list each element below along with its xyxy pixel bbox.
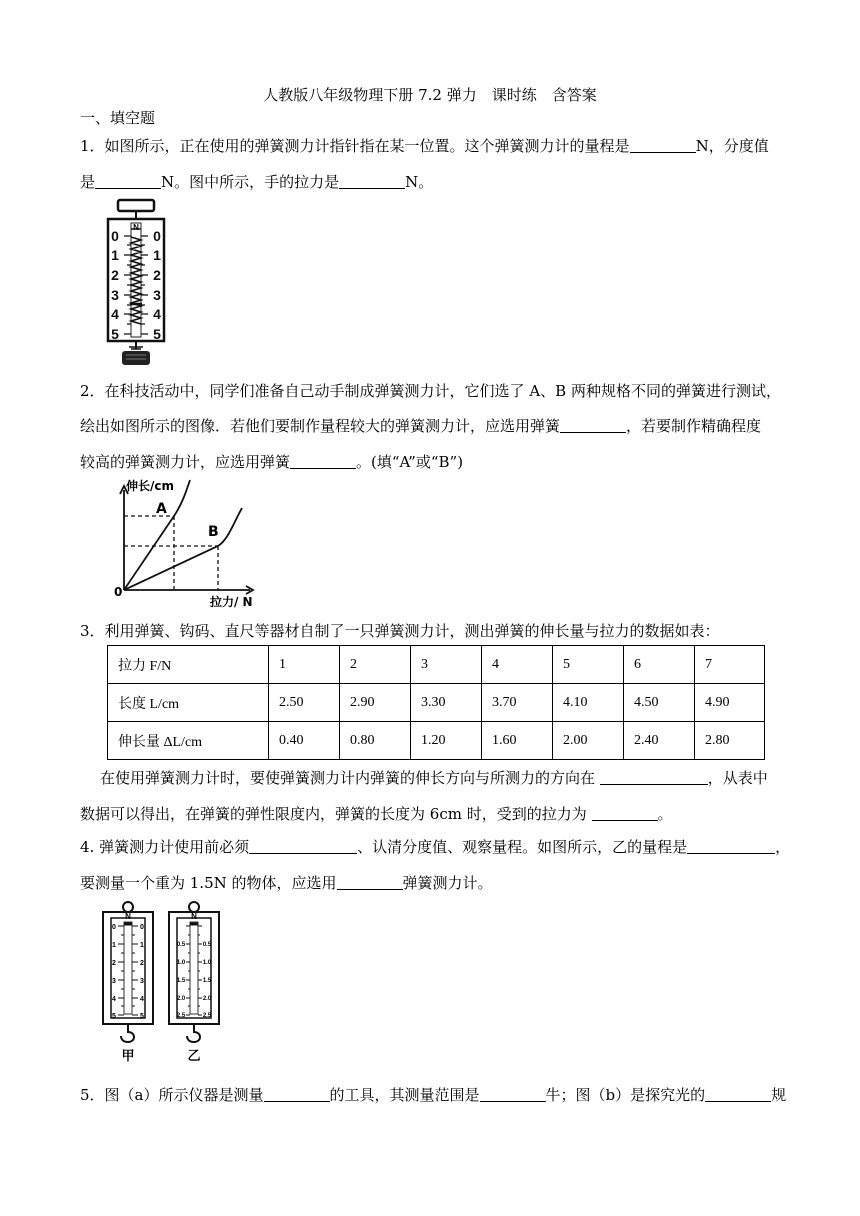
table-cell: 3 [411, 646, 482, 684]
q4-jia-right-5: 5 [140, 1013, 144, 1020]
q4-jia-right-2: 2 [140, 960, 144, 967]
table-cell: 3.30 [411, 684, 482, 722]
q1-scale-right-0: 0 [153, 228, 161, 244]
q2-graph-figure [110, 478, 280, 610]
q1-text-1a: 1．如图所示，正在使用的弹簧测力计指针指在某一位置。这个弹簧测力计的量程是 [80, 137, 630, 155]
q4-yi-left-10: 1.0 [176, 960, 186, 966]
q5-blank-quantity[interactable] [264, 1087, 330, 1102]
q4-jia-right-3: 3 [140, 978, 144, 985]
q4-yi-right-15: 1.5 [202, 978, 212, 984]
q1-scale-right-3: 3 [153, 287, 161, 303]
table-cell: 2 [340, 646, 411, 684]
q4-yi-left-05: 0.5 [176, 942, 186, 948]
q4-yi-left-20: 2.0 [176, 996, 186, 1002]
table-cell: 4 [482, 646, 553, 684]
table-row [108, 646, 765, 684]
table-row [108, 722, 765, 760]
q4-blank-choice[interactable] [337, 875, 403, 890]
q4-text-2b: 弹簧测力计。 [402, 874, 493, 892]
q1-scale-right-4: 4 [153, 306, 161, 322]
q1-scale-left-1: 1 [111, 247, 119, 263]
q1-unit-label: N [133, 223, 139, 232]
q4-line-1 [80, 836, 790, 857]
table-cell: 0.80 [340, 722, 411, 760]
table-cell: 1.60 [482, 722, 553, 760]
q3-line-1: 3．利用弹簧、钩码、直尺等器材自制了一只弹簧测力计，测出弹簧的伸长量与拉力的数据如表： [80, 622, 720, 640]
q4-yi-left-15: 1.5 [176, 978, 186, 984]
table-cell: 长度 L/cm [108, 684, 269, 722]
q2-y-axis-label: 伸长/cm [126, 479, 175, 493]
q2-line-1: 2．在科技活动中，同学们准备自己动手制成弹簧测力计，它们选了 A、B 两种规格不同的弹簧进行测试， [80, 382, 781, 400]
q1-text-2b: N。图中所示，手的拉力是 [161, 173, 340, 191]
table-cell: 7 [695, 646, 765, 684]
q3-text-1a: 在使用弹簧测力计时，要使弹簧测力计内弹簧的伸长方向与所测力的方向在 [100, 769, 596, 787]
q1-scale-right-2: 2 [153, 267, 161, 283]
q1-text-2c: N。 [405, 173, 434, 191]
q2-text-3a: 较高的弹簧测力计，应选用弹簧 [80, 453, 291, 471]
q4-yi-right-05: 0.5 [202, 942, 212, 948]
q3-text-2a: 数据可以得出，在弹簧的弹性限度内，弹簧的长度为 6cm 时，受到的拉力为 [80, 805, 587, 823]
q2-curve-a-label: A [156, 501, 167, 517]
q4-yi-right-25: 2.5 [202, 1013, 212, 1019]
q3-blank-force[interactable] [592, 806, 658, 821]
q4-caption-jia: 甲 [121, 1049, 135, 1062]
document-title: 人教版八年级物理下册 7.2 弹力 课时练 含答案 [263, 86, 597, 104]
q4-yi-unit: N [191, 912, 197, 921]
q3-blank-direction[interactable] [600, 770, 708, 785]
q2-text-3b: 。(填“A”或“B”) [356, 453, 464, 471]
table-cell: 6 [624, 646, 695, 684]
table-cell: 2.00 [553, 722, 624, 760]
table-cell: 5 [553, 646, 624, 684]
q1-scale-left-4: 4 [111, 306, 119, 322]
q2-line-3 [80, 451, 463, 472]
q1-spring-scale-figure [105, 197, 167, 369]
q4-line-2 [80, 872, 493, 893]
section-heading: 一、填空题 [80, 109, 156, 127]
q1-blank-division[interactable] [95, 174, 161, 189]
q4-jia-left-2: 2 [112, 960, 116, 967]
q1-text-1b: N，分度值 [695, 137, 769, 155]
q4-jia-left-3: 3 [112, 978, 116, 985]
q3-text-1b: ，从表中 [707, 769, 768, 787]
q4-blank-range[interactable] [687, 839, 775, 854]
q3-data-table [107, 645, 765, 760]
table-cell: 1.20 [411, 722, 482, 760]
q4-jia-right-0: 0 [140, 924, 144, 931]
q4-two-spring-scales-figure [100, 898, 230, 1062]
q5-text-1c: 牛；图（b）是探究光的 [545, 1086, 706, 1104]
q4-blank-zero[interactable] [249, 839, 357, 854]
q4-scale-yi [169, 902, 219, 1062]
q1-scale-right-5: 5 [153, 326, 161, 342]
table-cell: 1 [269, 646, 340, 684]
q2-text-2b: ，若要制作精确程度 [626, 417, 762, 435]
q1-text-2a: 是 [80, 173, 96, 191]
q1-scale-left-5: 5 [111, 326, 119, 342]
q2-blank-large-range[interactable] [560, 418, 626, 433]
q4-scale-jia [103, 902, 153, 1062]
q4-jia-left-5: 5 [112, 1013, 116, 1020]
q4-text-1c: ， [775, 838, 791, 856]
table-cell: 2.90 [340, 684, 411, 722]
q1-line-2 [80, 171, 433, 192]
q3-para-2 [80, 803, 673, 824]
q4-text-1a: 4. 弹簧测力计使用前必须 [80, 838, 250, 856]
q1-blank-force[interactable] [339, 174, 405, 189]
q4-yi-right-10: 1.0 [202, 960, 212, 966]
q3-para-1 [100, 767, 768, 788]
q4-yi-left-25: 2.5 [176, 1013, 186, 1019]
table-cell: 伸长量 ΔL/cm [108, 722, 269, 760]
q2-curve-b-label: B [208, 524, 219, 540]
q4-jia-left-4: 4 [112, 996, 116, 1003]
table-cell: 2.50 [269, 684, 340, 722]
q1-scale-left-2: 2 [111, 267, 119, 283]
table-cell: 3.70 [482, 684, 553, 722]
q1-line-1 [80, 135, 769, 156]
q2-origin-label: 0 [114, 585, 123, 599]
table-cell: 拉力 F/N [108, 646, 269, 684]
q4-jia-right-1: 1 [140, 942, 144, 949]
q1-scale-right-1: 1 [153, 247, 161, 263]
q4-text-1b: 、认清分度值、观察量程。如图所示，乙的量程是 [357, 838, 688, 856]
q4-jia-unit: N [125, 912, 131, 921]
q4-jia-right-4: 4 [140, 996, 144, 1003]
q5-blank-law[interactable] [705, 1087, 771, 1102]
q4-caption-yi: 乙 [187, 1049, 201, 1062]
q2-text-2a: 绘出如图所示的图像．若他们要制作量程较大的弹簧测力计，应选用弹簧 [80, 417, 561, 435]
q4-jia-left-0: 0 [112, 924, 116, 931]
q2-line-2 [80, 415, 761, 436]
q5-text-1d: 规 [771, 1086, 787, 1104]
table-cell: 4.90 [695, 684, 765, 722]
q5-blank-range[interactable] [480, 1087, 546, 1102]
q4-jia-left-1: 1 [112, 942, 116, 949]
q5-text-1b: 的工具，其测量范围是 [329, 1086, 480, 1104]
q5-text-1a: 5．图（a）所示仪器是测量 [80, 1086, 264, 1104]
q1-blank-range[interactable] [630, 138, 696, 153]
q3-text-2b: 。 [657, 805, 673, 823]
table-cell: 4.50 [624, 684, 695, 722]
table-cell: 2.40 [624, 722, 695, 760]
q1-scale-left-0: 0 [111, 228, 119, 244]
table-row [108, 684, 765, 722]
table-cell: 2.80 [695, 722, 765, 760]
q2-blank-precise[interactable] [290, 454, 356, 469]
q2-x-axis-label: 拉力/ N [210, 595, 253, 609]
q4-yi-right-20: 2.0 [202, 996, 212, 1002]
table-cell: 4.10 [553, 684, 624, 722]
q5-line-1 [80, 1084, 786, 1105]
table-cell: 0.40 [269, 722, 340, 760]
q4-text-2a: 要测量一个重为 1.5N 的物体，应选用 [80, 874, 337, 892]
q1-scale-left-3: 3 [111, 287, 119, 303]
